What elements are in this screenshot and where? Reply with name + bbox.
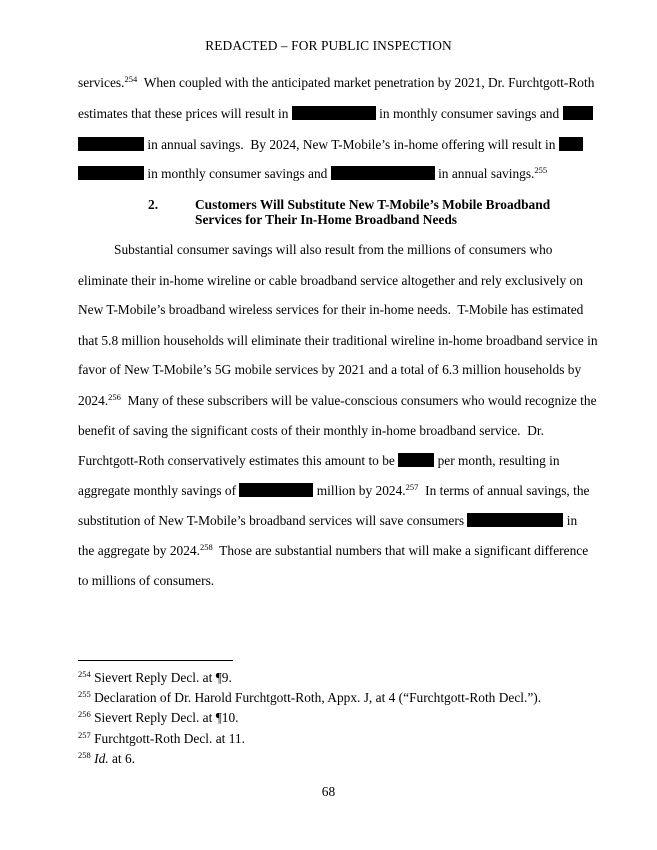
footnote-text: Sievert Reply Decl. at ¶9. [90, 670, 232, 685]
body-line: that 5.8 million households will eliminate their traditional wireline in-home broadband service in [78, 333, 598, 348]
redaction-block [563, 106, 593, 120]
footnote [78, 670, 232, 686]
body-line [78, 543, 588, 559]
text-run: services. [78, 75, 125, 90]
redaction-block [559, 137, 583, 151]
footnote [78, 751, 135, 767]
footnote-number: 258 [78, 750, 91, 760]
footnote-ref[interactable]: 256 [108, 392, 121, 402]
redaction-block [78, 166, 144, 180]
redaction-block [331, 166, 435, 180]
footnote-separator [78, 660, 233, 661]
footnote-text: Declaration of Dr. Harold Furchtgott-Roth, Appx. J, at 4 (“Furchtgott-Roth Decl.”). [90, 690, 542, 705]
text-run: million by 2024. [313, 483, 406, 498]
text-run: 2024. [78, 393, 109, 408]
section-number: 2. [148, 197, 159, 212]
text-run: Many of these subscribers will be value-conscious consumers who would recognize the [120, 393, 597, 408]
text-run: in monthly consumer savings and [375, 106, 563, 121]
text-run: in annual savings. By 2024, New T-Mobile’s in-home offering will result in [144, 137, 559, 152]
footnote-ref[interactable]: 257 [405, 482, 419, 492]
body-line [78, 137, 583, 153]
footnote-number: 257 [78, 730, 91, 740]
body-line [78, 166, 547, 182]
body-line: eliminate their in-home wireline or cable broadband service altogether and rely exclusively on [78, 273, 583, 288]
body-line: benefit of saving the significant costs of their monthly in-home broadband service. Dr. [78, 423, 544, 438]
body-line [78, 483, 590, 499]
text-run: per month, resulting in [434, 453, 560, 468]
footnote [78, 710, 239, 726]
section-heading-line1: Customers Will Substitute New T-Mobile’s Mobile Broadband [195, 197, 551, 212]
body-line: New T-Mobile’s broadband wireless services for their in-home needs. T-Mobile has estimated [78, 302, 584, 317]
text-run: Those are substantial numbers that will make a significant difference [212, 543, 589, 558]
redaction-block [239, 483, 313, 497]
body-line [78, 393, 597, 409]
text-run: the aggregate by 2024. [78, 543, 200, 558]
footnote-italic: Id. [94, 751, 109, 766]
text-run: in monthly consumer savings and [144, 166, 331, 181]
text-run: In terms of annual savings, the [418, 483, 590, 498]
redaction-block [78, 137, 144, 151]
footnote [78, 690, 541, 706]
text-run: When coupled with the anticipated market penetration by 2021, Dr. Furchtgott-Roth [137, 75, 595, 90]
redaction-block [398, 453, 434, 467]
footnote [78, 731, 245, 747]
body-line: to millions of consumers. [78, 573, 215, 588]
section-heading-line2: Services for Their In-Home Broadband Needs [195, 212, 457, 227]
body-line: favor of New T-Mobile’s 5G mobile services by 2021 and a total of 6.3 million households by [78, 362, 582, 377]
text-run: Furchtgott-Roth conservatively estimates this amount to be [78, 453, 399, 468]
page-number: 68 [321, 784, 336, 799]
footnote-ref[interactable]: 254 [124, 74, 138, 84]
body-line [78, 453, 560, 469]
body-line [78, 106, 593, 122]
footnote-text: Sievert Reply Decl. at ¶10. [90, 710, 239, 725]
text-run: substitution of New T-Mobile’s broadband services will save consumers [78, 513, 468, 528]
body-line [78, 513, 577, 529]
footnote-text: Furchtgott-Roth Decl. at 11. [90, 731, 245, 746]
footnote-number: 254 [78, 669, 91, 679]
footnote-number: 255 [78, 689, 91, 699]
body-line [78, 75, 594, 91]
footnote-ref[interactable]: 258 [199, 542, 213, 552]
footnote-text: at 6. [108, 751, 136, 766]
text-run: in [563, 513, 578, 528]
text-run: estimates that these prices will result in [78, 106, 292, 121]
footnote-number: 256 [78, 709, 91, 719]
text-run: in annual savings. [434, 166, 535, 181]
redaction-block [292, 106, 376, 120]
redaction-block [467, 513, 563, 527]
text-run: aggregate monthly savings of [78, 483, 240, 498]
page-header: REDACTED – FOR PUBLIC INSPECTION [205, 38, 452, 53]
body-line: Substantial consumer savings will also result from the millions of consumers who [114, 242, 553, 257]
footnote-ref[interactable]: 255 [534, 165, 548, 175]
